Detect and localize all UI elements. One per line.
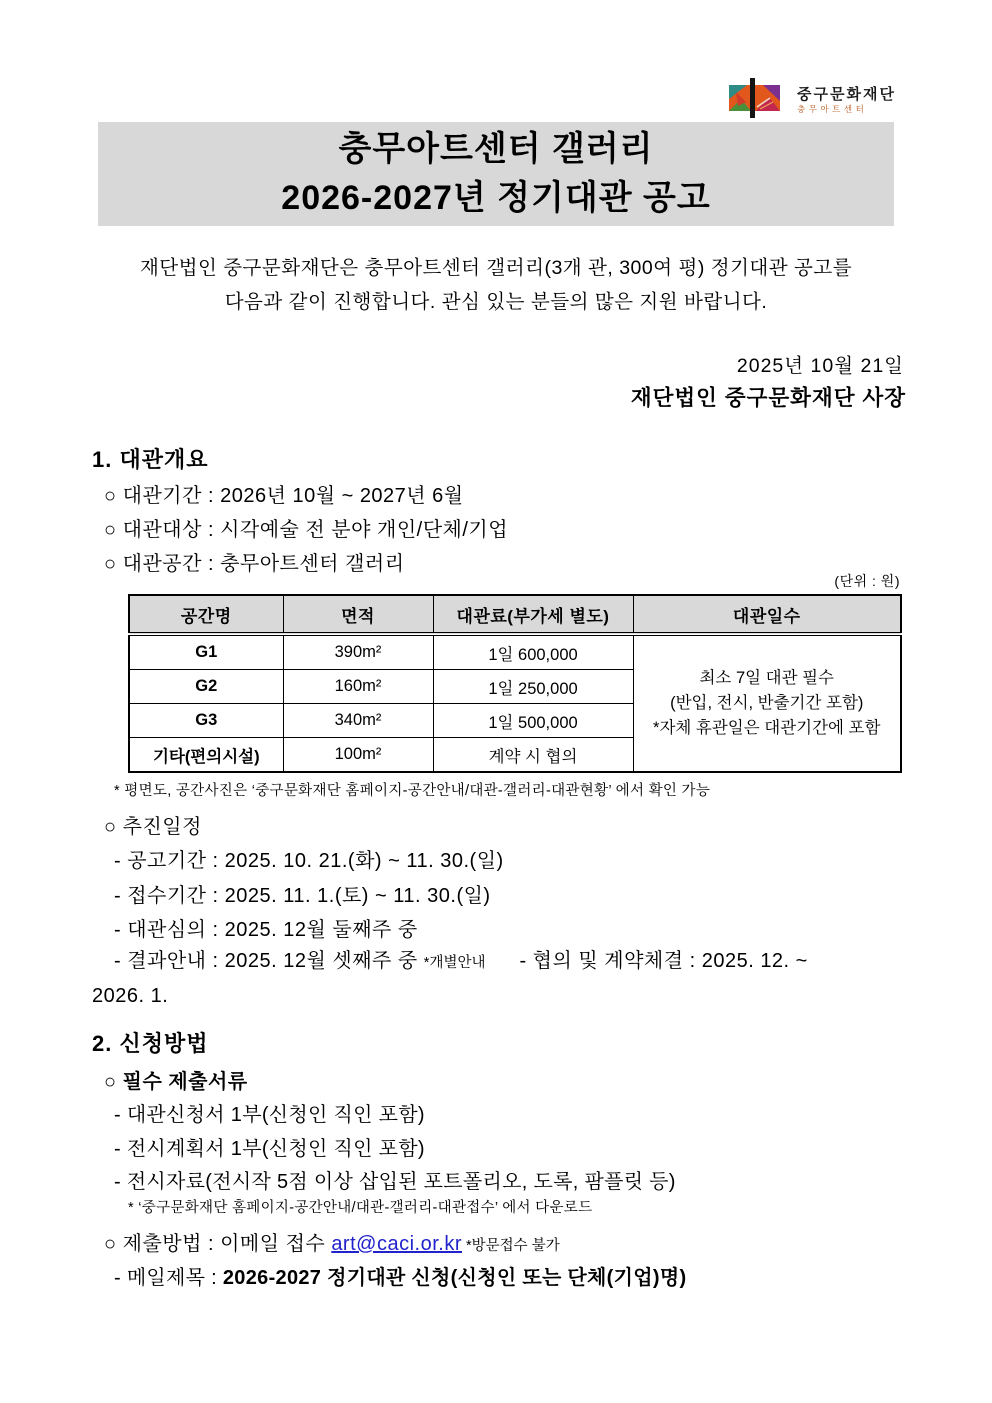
result-main: - 결과안내 : 2025. 12월 셋째주 중 — [114, 950, 424, 972]
cell-space-name: G1 — [129, 634, 283, 670]
doc-item-exhibition-plan: - 전시계획서 1부(신청인 직인 포함) — [114, 1137, 425, 1160]
download-note: * ‘중구문화재단 홈페이지-공간안내/대관-갤러리-대관접수’ 에서 다운로드 — [128, 1200, 593, 1216]
header-rental-days: 대관일수 — [633, 595, 901, 634]
document-title — [98, 122, 894, 226]
days-note-line1: 최소 7일 대관 필수 — [699, 669, 834, 687]
document-title-line1: 충무아트센터 갤러리 — [338, 130, 654, 168]
days-note-line2: (반입, 전시, 반출기간 포함) — [670, 694, 864, 712]
header-fee: 대관료(부가세 별도) — [433, 595, 633, 634]
mail-subject-line — [114, 1261, 686, 1290]
result-contract: - 협의 및 계약체결 : 2025. 12. ~ — [519, 950, 808, 972]
cell-space-name: 기타(편의시설) — [129, 738, 283, 773]
cell-fee: 1일 600,000 — [433, 634, 633, 670]
section2-heading: 2. 신청방법 — [92, 1031, 209, 1056]
doc-item-exhibition-materials: - 전시자료(전시작 5점 이상 삽입된 포트폴리오, 도록, 팜플릿 등) — [114, 1171, 676, 1193]
unit-note: (단위 : 원) — [834, 573, 900, 589]
table-footnote: * 평면도, 공간사진은 ‘중구문화재단 홈페이지-공간안내/대관-갤러리-대관현황’ 에서 확인 가능 — [114, 783, 711, 799]
submission-prefix: ○ 제출방법 : 이메일 접수 — [104, 1233, 332, 1255]
cell-area: 390m² — [283, 634, 433, 670]
foundation-logo-icon — [726, 78, 788, 123]
schedule-heading: ○ 추진일정 — [104, 816, 202, 838]
cell-area: 160m² — [283, 670, 433, 704]
schedule-item-application-period: - 접수기간 : 2025. 11. 1.(토) ~ 11. 30.(일) — [114, 884, 491, 907]
schedule-items — [114, 844, 504, 948]
cell-fee: 계약 시 협의 — [433, 738, 633, 773]
document-title-line2: 2026-2027년 정기대관 공고 — [281, 179, 711, 217]
schedule-result-line — [92, 945, 908, 1013]
required-docs-items — [114, 1099, 676, 1200]
email-link[interactable]: art@caci.or.kr — [331, 1233, 462, 1255]
cell-space-name: G2 — [129, 670, 283, 704]
result-individual-note: *개별안내 — [423, 955, 486, 971]
space-fee-table — [128, 594, 902, 773]
schedule-item-review: - 대관심의 : 2025. 12월 둘째주 중 — [114, 919, 418, 941]
announcement-date: 2025년 10월 21일 — [736, 355, 904, 377]
cell-space-name: G3 — [129, 704, 283, 738]
table-row — [129, 634, 901, 670]
cell-fee: 1일 250,000 — [433, 670, 633, 704]
logo-sub-name: 충무아트센터 — [797, 104, 868, 115]
table-header-row — [129, 595, 901, 634]
result-contract-wrap: 2026. 1. — [92, 985, 169, 1007]
header-area: 면적 — [283, 595, 433, 634]
mail-subject-prefix: - 메일제목 : — [114, 1267, 223, 1289]
days-note-line3: *자체 휴관일은 대관기간에 포함 — [653, 719, 881, 737]
intro-line2: 다음과 같이 진행합니다. 관심 있는 분들의 많은 지원 바랍니다. — [224, 291, 768, 313]
intro-line1: 재단법인 중구문화재단은 충무아트센터 갤러리(3개 관, 300여 평) 정기대관 공고를 — [139, 257, 853, 279]
signature: 재단법인 중구문화재단 사장 — [630, 386, 906, 410]
section1-heading: 1. 대관개요 — [92, 447, 209, 472]
cell-fee: 1일 500,000 — [433, 704, 633, 738]
mail-subject-bold: 2026-2027 정기대관 신청(신청인 또는 단체(기업)명) — [222, 1267, 687, 1289]
bullet-rental-space: ○ 대관공간 : 충무아트센터 갤러리 — [104, 553, 405, 575]
required-docs-heading: ○ 필수 제출서류 — [104, 1071, 248, 1093]
cell-area: 100m² — [283, 738, 433, 773]
intro-paragraph — [60, 251, 932, 319]
section1-bullets — [104, 479, 508, 581]
cell-rental-days — [633, 634, 901, 772]
foundation-logo — [726, 78, 896, 123]
bullet-rental-period: ○ 대관기간 : 2026년 10월 ~ 2027년 6월 — [104, 485, 464, 507]
header-space-name: 공간명 — [129, 595, 283, 634]
no-visit-note: *방문접수 불가 — [461, 1238, 560, 1254]
doc-item-application: - 대관신청서 1부(신청인 직인 포함) — [114, 1104, 425, 1126]
cell-area: 340m² — [283, 704, 433, 738]
submission-method-line — [104, 1227, 560, 1256]
bullet-rental-target: ○ 대관대상 : 시각예술 전 분야 개인/단체/기업 — [104, 519, 509, 541]
logo-org-name: 중구문화재단 — [797, 85, 896, 103]
schedule-item-notice-period: - 공고기간 : 2025. 10. 21.(화) ~ 11. 30.(일) — [114, 850, 504, 872]
